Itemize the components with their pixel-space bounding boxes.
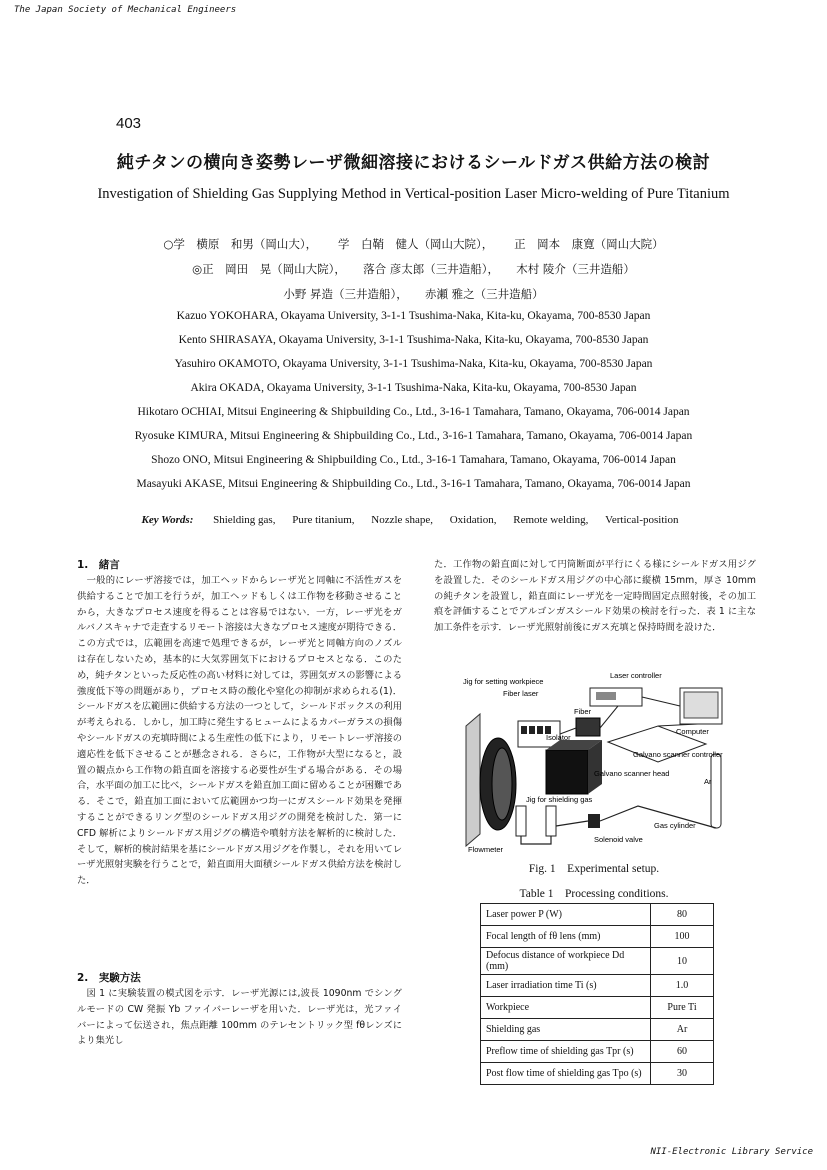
gas-cylinder — [711, 754, 721, 828]
table-row — [481, 948, 714, 975]
label-computer: Computer — [676, 727, 709, 736]
label-galvano-controller: Galvano scanner controller — [633, 750, 723, 759]
table-cell-label: Preflow time of shielding gas Tpr (s) — [481, 1041, 651, 1063]
affiliation-6: Ryosuke KIMURA, Mitsui Engineering & Shipbuilding Co., Ltd., 3-16-1 Tamahara, Tamano, Okayama, 706-0014 Japan — [134, 430, 693, 442]
solenoid-valve — [588, 814, 600, 828]
label-laser-controller: Laser controller — [610, 671, 662, 680]
right-column-text: た．工作物の鉛直面に対して円筒断面が平行にくる様にシールドガス用ジグを設置した．そのシールドガス用ジグの中心部に縦横 15mm，厚さ 10mm の純チタンを設置し，鉛直面にレーザ光を一定時間固定点照射後，その加工痕を評価することでアルゴンガスシールド効果の検討を行った．表 1 に主な加工条件を示す．レーザ光照射前後にガス充填と保持時間を設けた． — [434, 559, 756, 634]
title-english: Investigation of Shielding Gas Supplying Method in Vertical-position Laser Micro-welding of Pure Titanium — [97, 186, 730, 202]
keyword-item: Shielding gas, — [213, 514, 276, 526]
affiliation-4: Akira OKADA, Okayama University, 3-1-1 Tsushima-Naka, Kita-ku, Okayama, 700-8530 Japan — [190, 382, 637, 394]
authors-line-2: ◎正 岡田 晃（岡山大院）， 落合 彦太郎（三井造船）， 木村 陵介（三井造船） — [192, 262, 635, 276]
table-row — [481, 904, 714, 926]
table-cell-value: 10 — [651, 948, 714, 975]
table-cell-value: 100 — [651, 926, 714, 948]
table-cell-label: Laser irradiation time Ti (s) — [481, 975, 651, 997]
affiliation-3: Yasuhiro OKAMOTO, Okayama University, 3-1-1 Tsushima-Naka, Kita-ku, Okayama, 700-8530 Japan — [174, 358, 653, 370]
label-jig-shielding: Jig for shielding gas — [526, 795, 593, 804]
label-solenoid: Solenoid valve — [594, 835, 643, 844]
label-fiber: Fiber — [574, 707, 592, 716]
section-1-body: 一般的にレーザ溶接では，加工ヘッドからレーザ光と同軸に不活性ガスを供給することで加工を行うが，加工ヘッドもしくは工作物を移動させることから，大きなプロセス速度を得ることは容易ではない．一方，レーザ光をガルバノスキャナで走査するリモート溶接は大きなプロセス速度が期待できる．この方式では，広範囲を高速で処理できるが，レーザ光と同軸方向のノズルは存在しないため，基本的に大気雰囲気下におけるプロセスとなる．このため，純チタンといった反応性の高い材料に対しては，雰囲気ガスの影響による強度低下等の問題があり，プロセス時の酸化や窒化の抑制が求められる(1)．シールドガスを広範囲に供給する方法の一つとして，シールドボックスの利用が考えられる．しかし，加工時に発生するヒュームによるカバーガラスの損傷やシールドガスの充填時間による生産性の低下により，リモートレーザ溶接の適応性を低下させることが懸念される．さらに，工作物が大型になると，設置の観点から工作物の鉛直面を溶接する必要性が生ずる場合がある．その場合，水平面の加工に比べ，シールドガスを鉛直加工面に留めることが困難である．そこで，鉛直加工面において広範囲かつ均一にガスシールド効果を発揮することができるリング型のシールドガス用ジグの開発を検討した．第一に CFD 解析によりシールドガス用ジグの構造や噴射方法を解析的に検討した．そして，解析的検討結果を基にシールドガス用ジグを作製し，それを用いてレーザ光照射実験を行うことで，鉛直面用大面積シールドガス供給方法を検討した． — [77, 575, 402, 887]
galvano-head — [546, 750, 588, 794]
table-cell-label: Defocus distance of workpiece Dd (mm) — [481, 948, 651, 975]
table-cell-label: Focal length of fθ lens (mm) — [481, 926, 651, 948]
section-2-body: 図 1 に実験装置の模式図を示す．レーザ光源には,波長 1090nm でシングルモードの CW 発振 Yb ファイバーレーザを用いた．レーザ光は，光ファイバーによって伝送され，焦点距離 100mm のテレセントリック型 fθレンズにより集光し — [77, 988, 402, 1047]
flowmeter — [546, 806, 556, 836]
table-cell-value: 80 — [651, 904, 714, 926]
workpiece-plate — [466, 714, 480, 846]
table-cell-label: Laser power P (W) — [481, 904, 651, 926]
table-cell-value: 60 — [651, 1041, 714, 1063]
table-row — [481, 1063, 714, 1085]
table-cell-label: Workpiece — [481, 997, 651, 1019]
label-gas-cylinder: Gas cylinder — [654, 821, 696, 830]
keyword-item: Remote welding, — [513, 514, 589, 526]
label-fiber-laser: Fiber laser — [503, 689, 539, 698]
affiliation-5: Hikotaro OCHIAI, Mitsui Engineering & Shipbuilding Co., Ltd., 3-16-1 Tamahara, Tamano, Okayama, 706-0014 Japan — [137, 406, 690, 418]
keywords — [0, 514, 827, 526]
flowmeter — [516, 806, 526, 836]
table-row — [481, 926, 714, 948]
table-row — [481, 975, 714, 997]
affiliation-2: Kento SHIRASAYA, Okayama University, 3-1-1 Tsushima-Naka, Kita-ku, Okayama, 700-8530 Japan — [178, 334, 649, 346]
label-galvano-head: Galvano scanner head — [594, 769, 670, 778]
keyword-item: Pure titanium, — [292, 514, 355, 526]
keywords-label: Key Words: — [141, 514, 194, 526]
section-1-heading: 1. 緒言 — [77, 559, 120, 571]
title-japanese: 純チタンの横向き姿勢レーザ微細溶接におけるシールドガス供給方法の検討 — [116, 153, 711, 173]
table-cell-label: Post flow time of shielding gas Tpo (s) — [481, 1063, 651, 1085]
affiliation-7: Shozo ONO, Mitsui Engineering & Shipbuilding Co., Ltd., 3-16-1 Tamahara, Tamano, Okayama, 706-0014 Japan — [151, 454, 676, 466]
table-cell-value: 1.0 — [651, 975, 714, 997]
experimental-setup-figure — [458, 666, 730, 856]
fiber-unit — [576, 718, 600, 736]
keyword-item: Vertical-position — [605, 514, 679, 526]
paper-number: 403 — [116, 115, 142, 132]
authors-line-1: ○学 横原 和男（岡山大）， 学 白鞘 健人（岡山大院）， 正 岡本 康寛（岡山大院） — [163, 237, 664, 251]
keyword-item: Nozzle shape, — [371, 514, 433, 526]
table-cell-label: Shielding gas — [481, 1019, 651, 1041]
table-row — [481, 997, 714, 1019]
society-header: The Japan Society of Mechanical Engineers — [14, 5, 237, 15]
label-flowmeter: Flowmeter — [468, 845, 504, 854]
label-isolator: Isolator — [546, 733, 571, 742]
authors-line-3: 小野 昇造（三井造船）， 赤瀬 雅之（三井造船） — [283, 287, 544, 301]
keyword-item: Oxidation, — [449, 514, 497, 526]
table-row — [481, 1019, 714, 1041]
section-2-heading: 2. 実験方法 — [77, 972, 141, 984]
table-cell-value: 30 — [651, 1063, 714, 1085]
affiliation-8: Masayuki AKASE, Mitsui Engineering & Shipbuilding Co., Ltd., 3-16-1 Tamahara, Tamano, Okayama, 706-0014 Japan — [136, 478, 691, 490]
table-cell-value: Pure Ti — [651, 997, 714, 1019]
label-jig-workpiece: Jig for setting workpiece — [463, 677, 544, 686]
table-1-caption: Table 1 Processing conditions. — [519, 888, 669, 900]
affiliation-1: Kazuo YOKOHARA, Okayama University, 3-1-1 Tsushima-Naka, Kita-ku, Okayama, 700-8530 Japan — [176, 310, 651, 322]
processing-conditions-table — [480, 903, 714, 1085]
figure-1-caption: Fig. 1 Experimental setup. — [528, 863, 660, 875]
library-footer: NII-Electronic Library Service — [650, 1147, 813, 1157]
label-ar: Ar — [704, 777, 712, 786]
table-cell-value: Ar — [651, 1019, 714, 1041]
table-row — [481, 1041, 714, 1063]
